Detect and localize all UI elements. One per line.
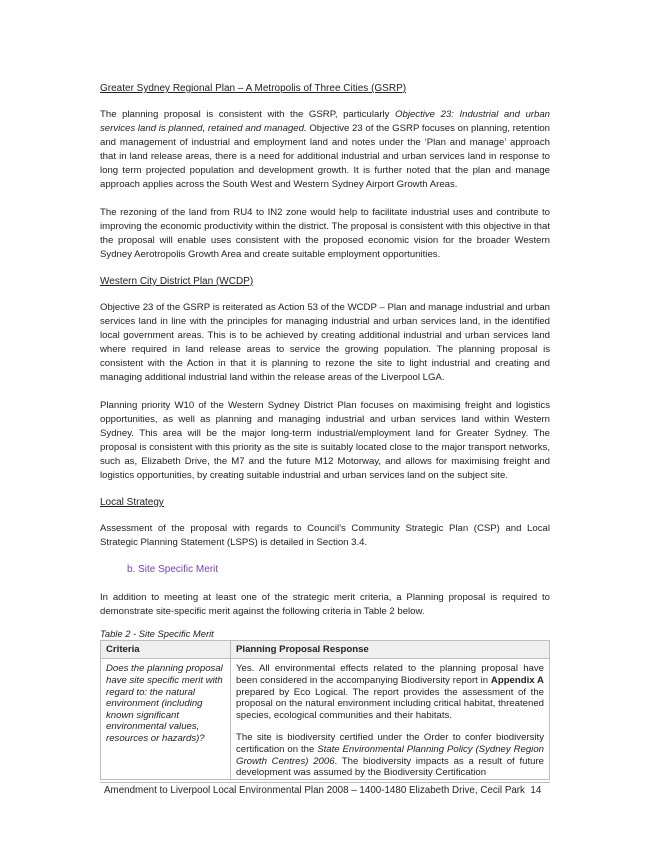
local-strategy-heading: Local Strategy [100,497,164,509]
wcdp-paragraph-2: Planning priority W10 of the Western Sydney District Plan focuses on maximising freight and logistics opportunities, as well as planning and managing industrial and urban services land within Western Sydney. This area will be the major long-term industrial/employment land for Greater Sydney. The proposal is consistent with this priority as the site is suitably located close to the major transport networks, such as, Elizabeth Drive, the M7 and the future M12 Motorway, and allows for maximising freight and logistics opportunities, by creating suitable industrial and urban services land on the subject site. [100,399,550,481]
resp1-text-b: prepared by Eco Logical. The report provides the assessment of the proposal on the natural environment including critical habitat, threatened species, ecological communities and their habitats. [236,686,544,721]
appendix-ref: Appendix A [490,675,544,687]
site-merit-table-wrap [100,640,550,783]
page-number: 14 [530,785,542,796]
resp2-text-a: The site is biodiversity certified under the Order to confer biodiversity certification on the [236,732,544,755]
response-paragraph-2 [236,732,544,778]
response-cell [231,659,550,779]
gsrp-p1-text-a: The planning proposal is consistent with the GSRP, particularly [100,109,396,120]
footer-text: Amendment to Liverpool Local Environmental Plan 2008 – 1400-1480 Elizabeth Drive, Cecil Park [104,785,525,796]
gsrp-paragraph-1 [100,108,550,193]
criteria-cell: Does the planning proposal have site specific merit with regard to: the natural environment (including known significant environmental values, resources or hazards)? [101,659,231,779]
page-content [100,82,550,783]
paragraph-gap [236,721,544,732]
wcdp-heading: Western City District Plan (WCDP) [100,275,254,287]
response-paragraph-1 [236,663,544,721]
site-merit-table [100,640,550,779]
local-strategy-paragraph: Assessment of the proposal with regards to Council’s Community Strategic Plan (CSP) and Local Strategic Planning Statement (LSPS) is detailed in Section 3.4. [100,523,550,549]
response-header: Planning Proposal Response [231,641,550,659]
wcdp-paragraph-1: Objective 23 of the GSRP is reiterated as Action 53 of the WCDP – Plan and manage industrial and urban services land in line with the principles for managing industrial and urban services land, in the identified local government areas. This is to be achieved by creating additional industrial and urban services land where required in land release areas to service the growing population. The planning proposal is consistent with the Action in that it is planning to rezone the site to light industrial and creating and managing additional industrial land within the release areas of the Liverpool LGA. [100,301,550,384]
page-footer [104,784,548,798]
table-caption: Table 2 - Site Specific Merit [100,628,214,640]
table-row [101,659,550,779]
site-specific-merit-heading: b. Site Specific Merit [127,564,219,576]
sepp-ref: State Environmental Planning Policy (Sydney Region Growth Centres) 2006 [236,744,544,767]
resp1-text-a: Yes. All environmental effects related to the planning proposal have been considered in the accompanying Biodiversity report in [236,663,544,687]
criteria-header: Criteria [101,641,231,659]
table-header-row [101,641,550,659]
gsrp-p1-objective: Objective 23: Industrial and urban services land is planned, retained and managed. [100,109,551,135]
gsrp-paragraph-2: The rezoning of the land from RU4 to IN2 zone would help to facilitate industrial uses and contribute to improving the economic productivity within the district. The proposal is consistent with this objective in that the proposal will enable uses consistent with the proposed economic vision for the broader Western Sydney Aerotropolis Growth Area and create suitable employment opportunities. [100,206,550,260]
resp2-text-b: . The biodiversity impacts as a result of future development was assumed by the Biodiversity Certification [236,755,544,779]
gsrp-p1-text-b: Objective 23 of the GSRP focuses on planning, retention and management of industrial and employment land and notes under the ‘Plan and manage’ approach that in land release areas, there is a need for additional industrial and urban services land in response to long term projected population and development growth. It is further noted that the plan and manage approach applies across the South West and Western Sydney Airport Growth Areas. [100,123,551,191]
gsrp-heading: Greater Sydney Regional Plan – A Metropolis of Three Cities (GSRP) [100,83,407,94]
site-merit-paragraph: In addition to meeting at least one of the strategic merit criteria, a Planning proposal is required to demonstrate site-specific merit against the following criteria in Table 2 below. [100,592,550,618]
